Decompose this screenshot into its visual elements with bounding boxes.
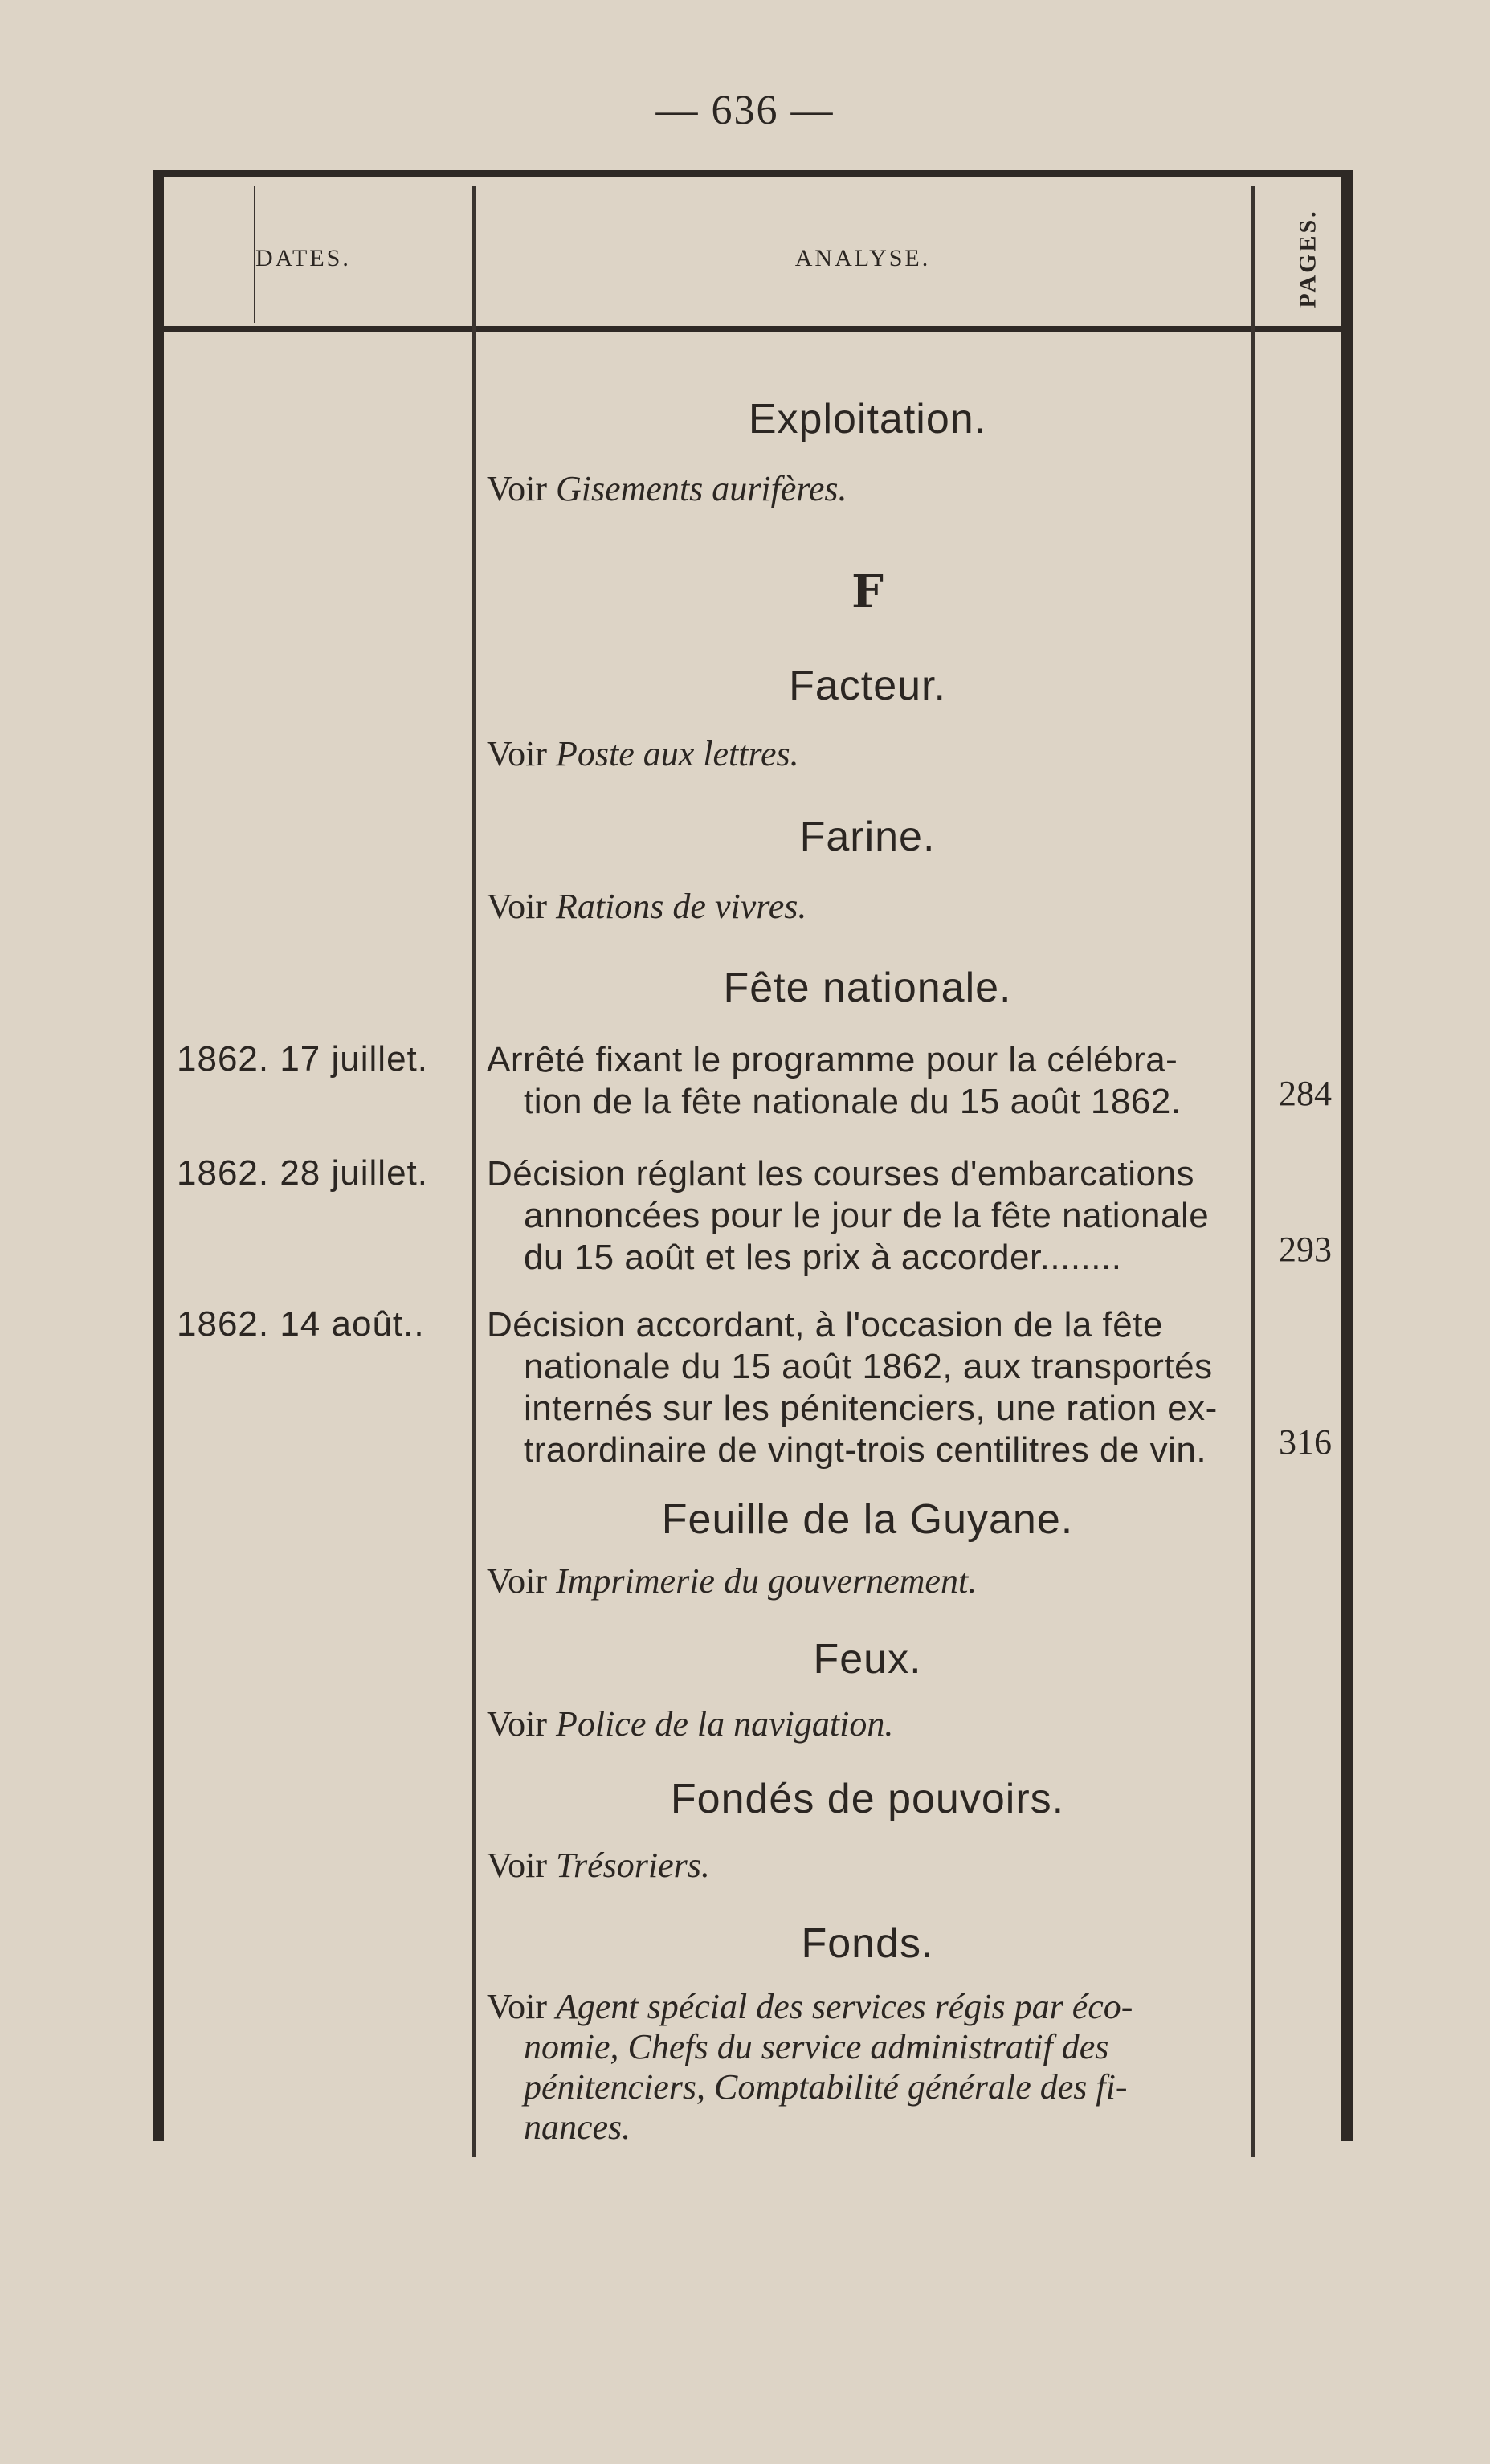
column-rule-pages	[1251, 186, 1255, 2157]
header-rule	[164, 326, 1341, 332]
heading-exploitation: Exploitation.	[748, 396, 987, 443]
heading-fete-nationale: Fête nationale.	[723, 965, 1012, 1011]
entry-text	[487, 1304, 1250, 1471]
voir-reference: Trésoriers.	[555, 1846, 710, 1885]
voir-fondes	[487, 1846, 1250, 1886]
header-analyse: ANALYSE.	[794, 245, 931, 271]
heading-fondes-de-pouvoirs: Fondés de pouvoirs.	[670, 1776, 1065, 1822]
header-pages: PAGES.	[1295, 209, 1322, 308]
voir-reference: Gisements aurifères.	[555, 469, 847, 508]
entry-date: 1862. 28 juillet.	[177, 1153, 428, 1193]
voir-reference: Rations de vivres.	[555, 887, 807, 926]
voir-label: Voir	[487, 1987, 547, 2026]
entry-line: Décision accordant, à l'occasion de la fête	[487, 1305, 1163, 1344]
voir-facteur	[487, 734, 1250, 774]
heading-feuille-de-la-guyane: Feuille de la Guyane.	[661, 1496, 1074, 1543]
page-number: — 636 —	[655, 88, 835, 133]
voir-exploitation	[487, 469, 1250, 509]
section-letter: F	[851, 565, 884, 618]
entry-date: 1862. 17 juillet.	[177, 1039, 428, 1079]
voir-reference: Poste aux lettres.	[555, 734, 799, 773]
entry-page: 284	[1279, 1074, 1332, 1113]
voir-reference-line: Agent spécial des services régis par éco-	[555, 1987, 1133, 2026]
entry-line: nationale du 15 août 1862, aux transportés	[524, 1347, 1213, 1386]
voir-reference-line: nances.	[524, 2107, 631, 2147]
entry-line: du 15 août et les prix à accorder........	[524, 1238, 1122, 1277]
heading-feux: Feux.	[813, 1636, 922, 1683]
voir-reference: Imprimerie du gouvernement.	[555, 1561, 978, 1601]
voir-label: Voir	[487, 734, 547, 773]
voir-label: Voir	[487, 887, 547, 926]
entry-line: tion de la fête nationale du 15 août 1862.	[524, 1082, 1182, 1121]
entry-text	[487, 1039, 1250, 1123]
voir-label: Voir	[487, 1846, 547, 1885]
entry-line: Arrêté fixant le programme pour la célébra-	[487, 1040, 1178, 1079]
voir-label: Voir	[487, 1704, 547, 1744]
voir-feuille	[487, 1561, 1250, 1601]
entry-line: internés sur les pénitenciers, une ration ex-	[524, 1389, 1218, 1428]
voir-farine	[487, 887, 1250, 927]
voir-reference: Police de la navigation.	[555, 1704, 894, 1744]
voir-label: Voir	[487, 469, 547, 508]
entry-line: traordinaire de vingt-trois centilitres de vin.	[524, 1430, 1207, 1470]
voir-label: Voir	[487, 1561, 547, 1601]
voir-reference-line: nomie, Chefs du service administratif des	[524, 2027, 1109, 2066]
heading-facteur: Facteur.	[789, 663, 946, 709]
entry-date: 1862. 14 août..	[177, 1304, 425, 1344]
entry-page: 293	[1279, 1230, 1332, 1269]
heading-fonds: Fonds.	[801, 1920, 934, 1967]
voir-reference-line: pénitenciers, Comptabilité générale des fi-	[524, 2067, 1128, 2107]
entry-line: Décision réglant les courses d'embarcations	[487, 1154, 1194, 1193]
entry-line: annoncées pour le jour de la fête nationale	[524, 1196, 1210, 1235]
voir-feux	[487, 1704, 1250, 1744]
voir-fonds	[487, 1987, 1250, 2148]
entry-page: 316	[1279, 1422, 1332, 1462]
entry-text	[487, 1153, 1250, 1279]
heading-farine: Farine.	[799, 814, 936, 860]
header-dates: DATES.	[255, 245, 351, 271]
